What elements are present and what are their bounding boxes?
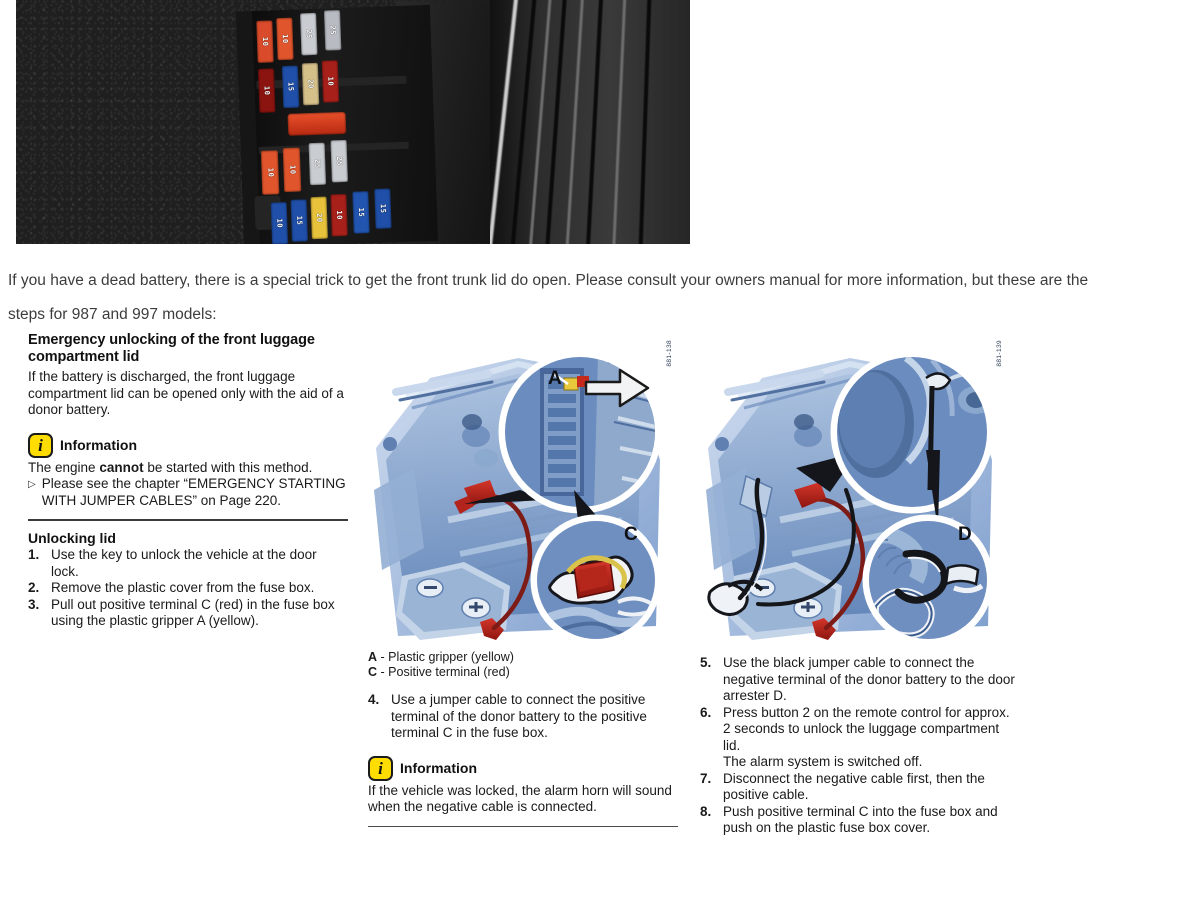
fuse: 15 <box>352 191 369 234</box>
step-number: 1. <box>28 547 40 562</box>
step-text: Disconnect the negative cable first, then the positive cable. <box>723 770 985 802</box>
fuse: 10 <box>271 202 288 244</box>
step-item <box>700 754 1020 771</box>
fuse: 15 <box>291 199 308 242</box>
diagram-figure-881-138 <box>368 340 668 650</box>
information-label: Information <box>400 760 477 776</box>
fuse-box-photo <box>16 0 690 244</box>
manual-intro-text: If the battery is discharged, the front luggage compartment lid can be opened only with the aid of a donor battery. <box>28 369 344 417</box>
figure-number-right: 881-139 <box>996 340 1003 367</box>
fuse: 25 <box>300 13 317 56</box>
information-callout-left <box>28 433 348 458</box>
step-number: 7. <box>700 770 712 786</box>
information-icon: i <box>368 756 393 781</box>
diagram-figure-881-139 <box>700 340 1000 650</box>
callout-circle-a <box>502 354 660 510</box>
fuse: 10 <box>258 68 276 113</box>
step-text: Push positive terminal C into the fuse box and push on the plastic fuse box cover. <box>723 803 998 835</box>
legend-entry: A - Plastic gripper (yellow) <box>368 650 514 664</box>
fuse: 10 <box>330 194 347 237</box>
step-number: 3. <box>28 596 40 612</box>
step-item <box>700 655 1020 705</box>
step-number: 8. <box>700 803 712 819</box>
callout-label-c: C <box>624 524 638 545</box>
fuse: 10 <box>283 148 302 193</box>
step-text: Remove the plastic cover from the fuse box. <box>51 580 315 595</box>
information-icon: i <box>28 433 53 458</box>
fuse: 25 <box>324 10 341 51</box>
manual-middle-column <box>368 650 678 836</box>
step-text: Use a jumper cable to connect the positive terminal of the donor battery to the positive terminal C in the fuse box. <box>391 692 647 740</box>
section-divider <box>368 826 678 827</box>
steps-list-right <box>700 655 1020 837</box>
fuse: 20 <box>302 63 319 106</box>
manual-right-column <box>700 655 1020 837</box>
triangle-bullet-icon: ▷ <box>28 479 36 490</box>
step-item <box>28 597 348 630</box>
step-text: Use the black jumper cable to connect the negative terminal of the donor battery to the door arrester D. <box>723 655 1015 703</box>
fuse: 10 <box>256 20 273 63</box>
section-divider <box>28 519 348 521</box>
step-item <box>28 580 348 597</box>
fuse-box <box>247 5 438 244</box>
step-text: Pull out positive terminal C (red) in the fuse box using the plastic gripper A (yellow). <box>51 596 335 628</box>
step-item <box>700 771 1020 804</box>
information-label: Information <box>60 437 137 453</box>
step-text: Use the key to unlock the vehicle at the door lock. <box>51 547 317 579</box>
information-text-left: The engine cannot be started with this method. <box>28 459 313 475</box>
callout-circle-c <box>534 518 660 642</box>
step-item <box>700 705 1020 755</box>
manual-heading: Emergency unlocking of the front luggage compartment lid <box>28 332 315 365</box>
step-number: 6. <box>700 704 712 720</box>
fuse: 15 <box>374 188 391 229</box>
fuse: 10 <box>261 150 280 195</box>
step-text: The alarm system is switched off. <box>723 754 923 769</box>
manual-left-column <box>28 332 348 630</box>
information-callout-middle <box>368 756 678 781</box>
step-number: 5. <box>700 655 712 670</box>
cross-reference-bullet <box>28 476 348 509</box>
information-text-middle: If the vehicle was locked, the alarm horn will sound when the negative cable is connected. <box>368 782 672 814</box>
figure-legend <box>368 650 678 680</box>
legend-entry: C - Positive terminal (red) <box>368 665 510 679</box>
step-item <box>368 692 678 742</box>
step-text: Press button 2 on the remote control for approx. 2 seconds to unlock the luggage compartment lid. <box>723 704 1010 753</box>
step-number: 4. <box>368 692 380 707</box>
step-item <box>700 804 1020 837</box>
figure-number-left: 881-138 <box>666 340 673 367</box>
fuse: 25 <box>330 140 347 183</box>
fuse: 10 <box>322 60 339 103</box>
steps-list-left <box>28 547 348 630</box>
fuse: 15 <box>282 66 299 109</box>
step-item <box>28 547 348 580</box>
manual-subheading: Unlocking lid <box>28 530 116 546</box>
cross-reference-text: Please see the chapter “EMERGENCY STARTING WITH JUMPER CABLES” on Page 220. <box>41 476 346 508</box>
fuse: 10 <box>276 18 293 61</box>
step-number: 2. <box>28 580 40 595</box>
intro-paragraph: If you have a dead battery, there is a special trick to get the front trunk lid do open. Please consult your owners manual for more information, but these are the steps for 987 and 997 models: <box>8 271 1089 323</box>
fuse: 25 <box>309 143 326 186</box>
callout-circle-d <box>866 518 990 642</box>
step-number <box>700 754 717 771</box>
trunk-seal-ribs <box>490 0 690 244</box>
fuse-relay <box>288 112 347 136</box>
callout-label-a: A <box>548 368 562 389</box>
callout-label-d: D <box>958 524 972 545</box>
fuse: 20 <box>310 197 327 240</box>
steps-list-middle <box>368 692 678 742</box>
